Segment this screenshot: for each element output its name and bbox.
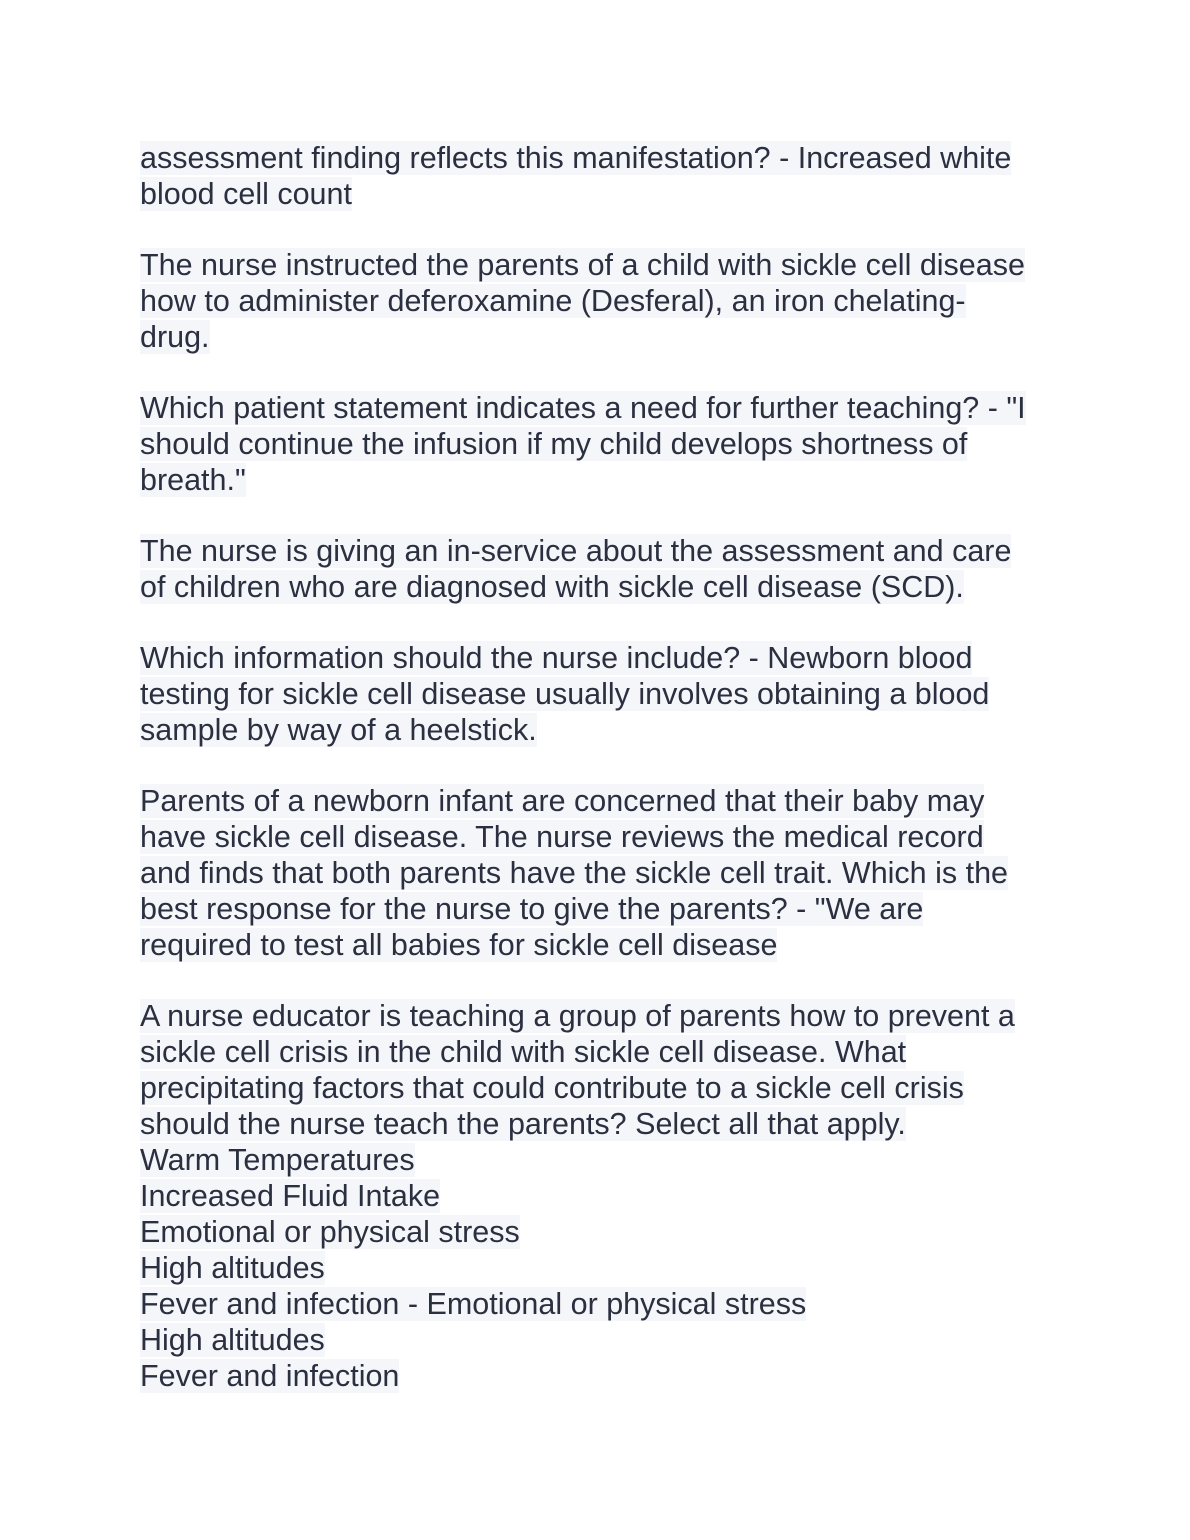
text-line: best response for the nurse to give the parents? - "We are — [140, 892, 924, 926]
paragraph-7 — [140, 998, 1060, 1394]
text-line: Emotional or physical stress — [140, 1215, 520, 1249]
text-line: and finds that both parents have the sickle cell trait. Which is the — [140, 856, 1009, 890]
text-line: drug. — [140, 320, 210, 354]
text-line: blood cell count — [140, 177, 352, 211]
text-line: testing for sickle cell disease usually involves obtaining a blood — [140, 677, 990, 711]
paragraph-3 — [140, 390, 1060, 498]
text-line: required to test all babies for sickle cell disease — [140, 928, 778, 962]
text-line: Increased Fluid Intake — [140, 1179, 441, 1213]
text-line: Which information should the nurse include? - Newborn blood — [140, 641, 973, 675]
text-line: breath." — [140, 463, 246, 497]
text-line: Warm Temperatures — [140, 1143, 415, 1177]
text-line: assessment finding reflects this manifestation? - Increased white — [140, 141, 1012, 175]
text-line: precipitating factors that could contribute to a sickle cell crisis — [140, 1071, 964, 1105]
paragraph-4 — [140, 533, 1060, 605]
text-line: should the nurse teach the parents? Select all that apply. — [140, 1107, 906, 1141]
text-line: Parents of a newborn infant are concerned that their baby may — [140, 784, 985, 818]
text-line: should continue the infusion if my child develops shortness of — [140, 427, 968, 461]
text-line: A nurse educator is teaching a group of parents how to prevent a — [140, 999, 1015, 1033]
paragraph-1 — [140, 140, 1060, 212]
text-line: Fever and infection - Emotional or physical stress — [140, 1287, 807, 1321]
text-line: Fever and infection — [140, 1359, 400, 1393]
paragraph-5 — [140, 640, 1060, 748]
text-line: of children who are diagnosed with sickle cell disease (SCD). — [140, 570, 964, 604]
document-page — [140, 140, 1060, 1429]
paragraph-2 — [140, 247, 1060, 355]
text-line: High altitudes — [140, 1251, 325, 1285]
text-line: how to administer deferoxamine (Desferal), an iron chelating- — [140, 284, 966, 318]
text-line: High altitudes — [140, 1323, 325, 1357]
text-line: Which patient statement indicates a need for further teaching? - "I — [140, 391, 1026, 425]
text-line: The nurse instructed the parents of a child with sickle cell disease — [140, 248, 1025, 282]
text-line: have sickle cell disease. The nurse reviews the medical record — [140, 820, 984, 854]
text-line: The nurse is giving an in-service about the assessment and care — [140, 534, 1012, 568]
text-line: sample by way of a heelstick. — [140, 713, 537, 747]
text-line: sickle cell crisis in the child with sickle cell disease. What — [140, 1035, 907, 1069]
paragraph-6 — [140, 783, 1060, 963]
